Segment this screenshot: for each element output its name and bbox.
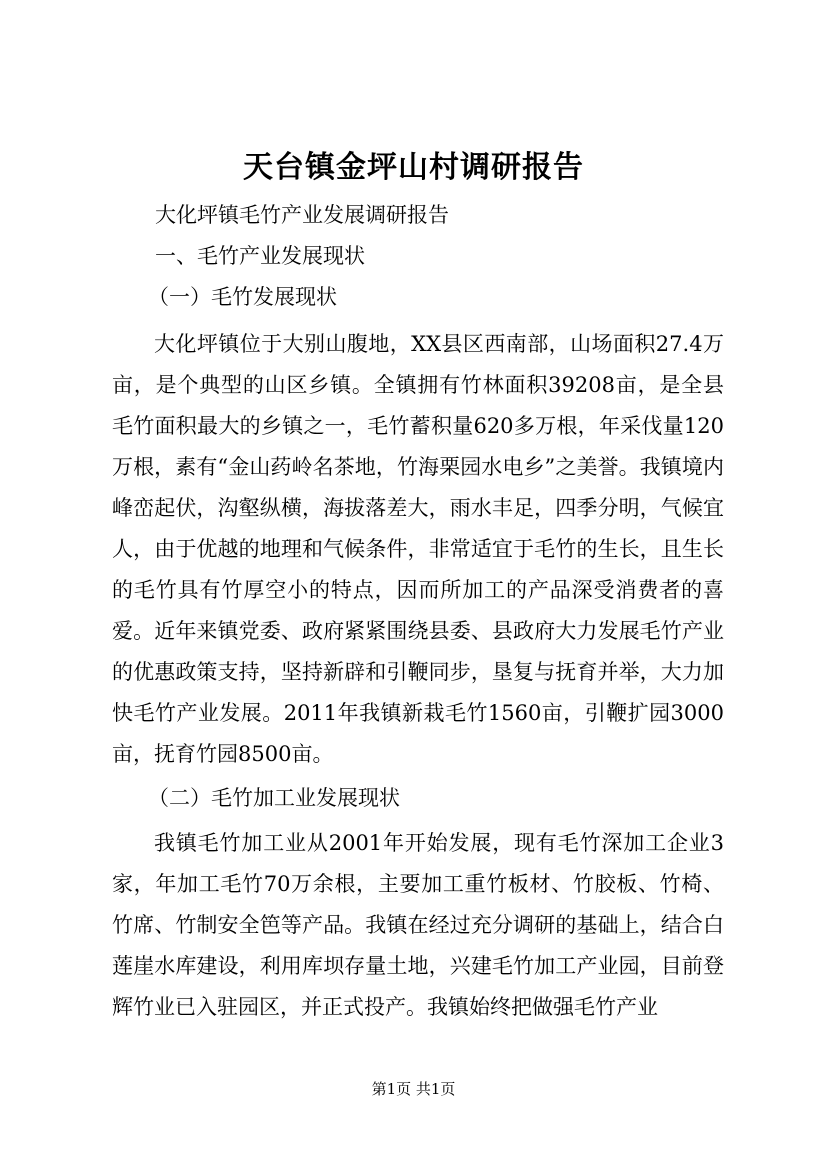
page-footer: 第1页 共1页 (371, 1080, 456, 1098)
section-heading-1: 一、毛竹产业发展现状 (155, 244, 365, 268)
report-subtitle: 大化坪镇毛竹产业发展调研报告 (155, 203, 449, 227)
subsection-heading-1: （一）毛竹发展现状 (148, 285, 337, 309)
subsection-heading-2: （二）毛竹加工业发展现状 (148, 786, 400, 810)
paragraph-bamboo-processing: 我镇毛竹加工业从2001年开始发展，现有毛竹深加工企业3家，年加工毛竹70万余根，主要加工重竹板材、竹胶板、竹椅、竹席、竹制安全笆等产品。我镇在经过充分调研的基础上，结合白莲崖水库建设，利用库坝存量土地，兴建毛竹加工产业园，目前登辉竹业已入驻园区，并正式投产。我镇始终把做强毛竹产业 (112, 831, 724, 1019)
paragraph-bamboo-status: 大化坪镇位于大别山腹地，XX县区西南部，山场面积27.4万亩，是个典型的山区乡镇。全镇拥有竹林面积39208亩，是全县毛竹面积最大的乡镇之一，毛竹蓄积量620多万根，年采伐量120万根，素有“金山药岭名茶地，竹海栗园水电乡”之美誉。我镇境内峰峦起伏，沟壑纵横，海拔落差大，雨水丰足，四季分明，气候宜人，由于优越的地理和气候条件，非常适宜于毛竹的生长，且生长的毛竹具有竹厚空小的特点，因而所加工的产品深受消费者的喜爱。近年来镇党委、政府紧紧围绕县委、县政府大力发展毛竹产业的优惠政策支持，坚持新辟和引鞭同步，垦复与抚育并举，大力加快毛竹产业发展。2011年我镇新栽毛竹1560亩，引鞭扩园3000亩，抚育竹园8500亩。 (112, 332, 724, 766)
document-title: 天台镇金坪山村调研报告 (243, 150, 584, 185)
